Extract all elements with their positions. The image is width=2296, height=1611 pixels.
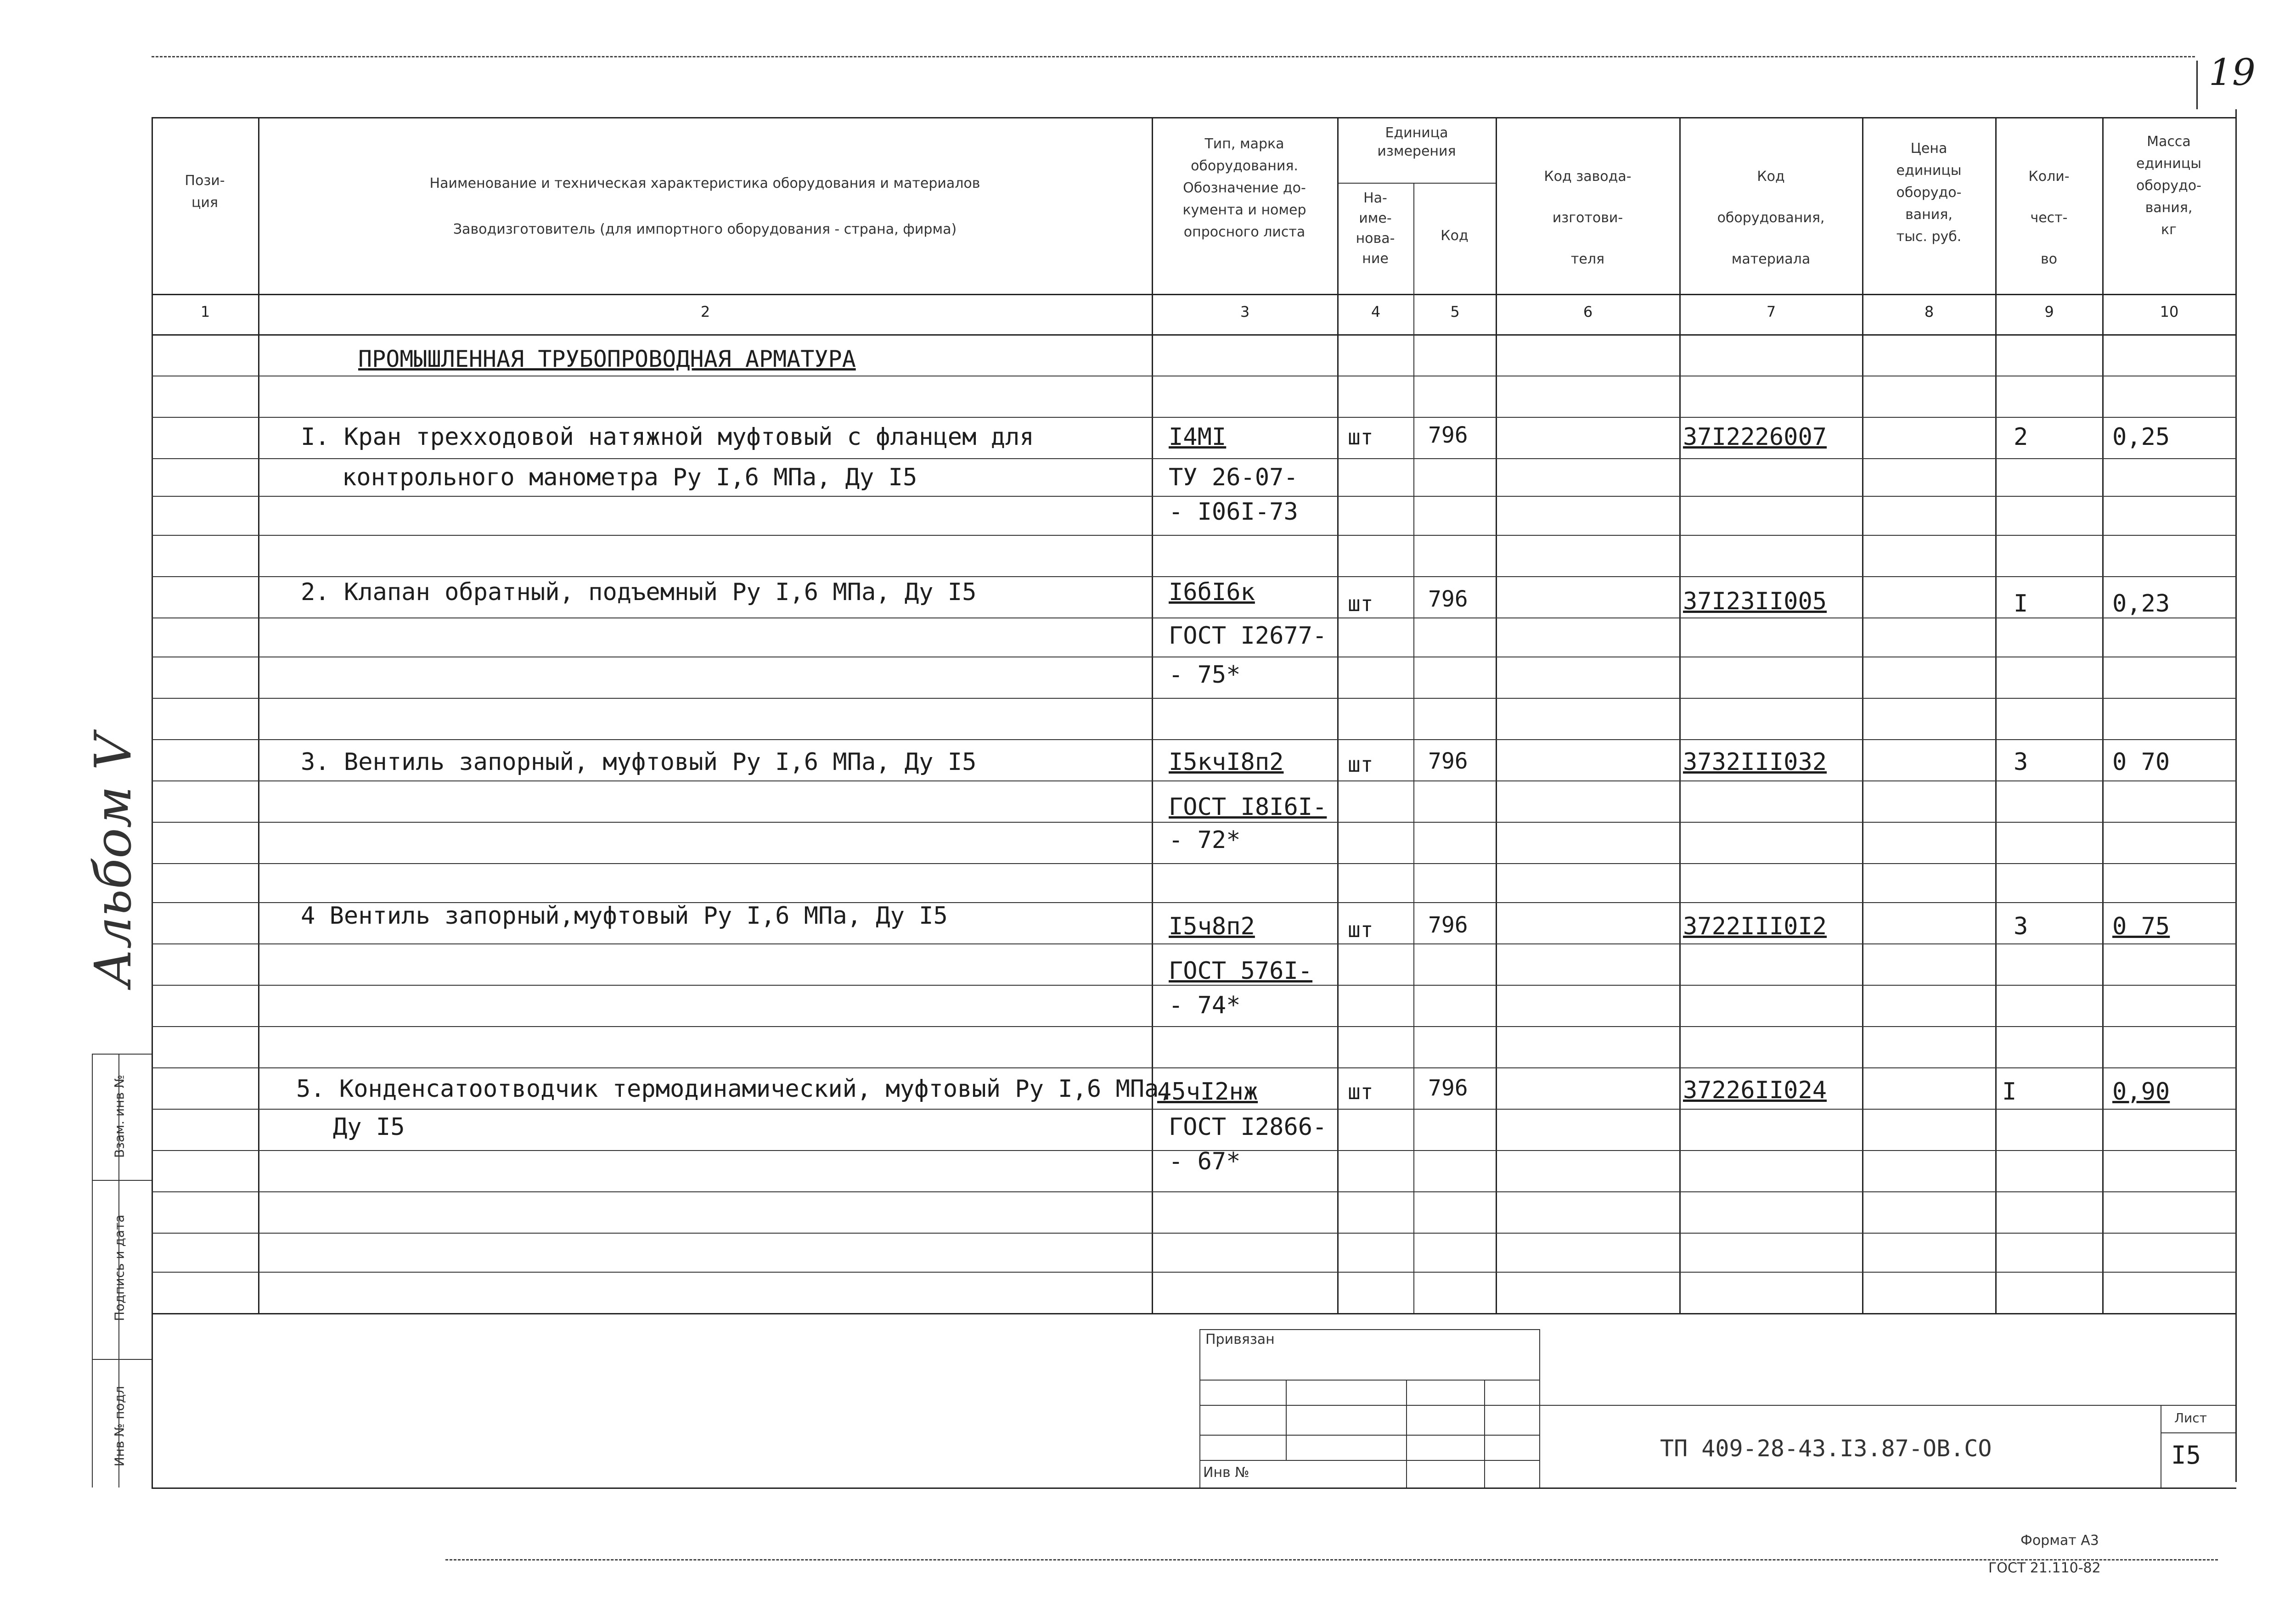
row-line <box>152 943 2236 944</box>
side-block-left <box>92 1054 93 1488</box>
item-3-unit-code: 796 <box>1428 748 1468 774</box>
col-num-5: 5 <box>1450 303 1460 320</box>
item-4-name-line1: 4 Вентиль запорный,муфтовый Ру I,6 МПа, Ду I5 <box>301 902 948 930</box>
header-bottom <box>152 294 2236 295</box>
row-line <box>152 780 2236 781</box>
col-line-3 <box>1337 117 1339 1313</box>
bottom-dash-line <box>445 1559 2218 1560</box>
hdr-mass: Масса единицы оборудо- вания, кг <box>2136 134 2201 238</box>
row-line <box>152 458 2236 459</box>
item-3-type-1: I5кчI8п2 <box>1169 748 1284 776</box>
item-2-type-2: ГОСТ I2677- <box>1169 622 1327 650</box>
row-line <box>152 1026 2236 1027</box>
item-2-equip-code: 37I23II005 <box>1683 588 1827 615</box>
row-line <box>152 535 2236 536</box>
item-5-name-line1: 5. Конденсатоотводчик термодинамический, муфтовый Ру I,6 МПа, <box>296 1075 1173 1103</box>
item-1-mass: 0,25 <box>2112 423 2170 451</box>
top-dash-line <box>152 56 2195 57</box>
item-4-type-2: ГОСТ 576I- <box>1169 957 1313 985</box>
item-2-unit-code: 796 <box>1428 586 1468 612</box>
row-line <box>152 576 2236 577</box>
col-line-6 <box>1679 117 1681 1313</box>
col-line-9 <box>2102 117 2104 1313</box>
stamp-top <box>1199 1329 1539 1330</box>
item-2-unit: шт <box>1348 591 1373 616</box>
item-3-unit: шт <box>1348 752 1373 777</box>
sheet-box-mid <box>2161 1432 2235 1433</box>
item-3-mass: 0 70 <box>2112 748 2170 776</box>
stamp-line <box>1199 1380 1539 1381</box>
item-4-unit-code: 796 <box>1428 912 1468 938</box>
item-5-qty: I <box>2002 1078 2017 1106</box>
item-3-qty: 3 <box>2014 748 2028 776</box>
item-4-equip-code: 3722III0I2 <box>1683 913 1827 940</box>
colnum-bottom <box>152 334 2236 336</box>
hdr-qty: Коли- чест- во <box>2028 168 2070 267</box>
frame-left <box>152 117 153 1488</box>
hdr-name: Наименование и техническая характеристика оборудования и материалов Заводизготовитель (для импортного оборудования - страна, фирма) <box>429 175 980 237</box>
doc-code: ТП 409-28-43.I3.87-ОВ.СО <box>1660 1435 1992 1462</box>
item-2-type-1: I6бI6к <box>1169 578 1255 606</box>
item-1-type-1: I4MI <box>1169 423 1227 451</box>
stamp-line <box>1199 1405 1539 1406</box>
page-num-left <box>2196 61 2198 109</box>
sheet-label: Лист <box>2174 1410 2207 1426</box>
section-title: ПРОМЫШЛЕННАЯ ТРУБОПРОВОДНАЯ АРМАТУРА <box>358 346 856 372</box>
unit-sub-divider <box>1337 183 1496 184</box>
hdr-maker-code: Код завода- изготови- теля <box>1544 168 1632 267</box>
row-line <box>152 1067 2236 1068</box>
stamp-inv-no: Инв № <box>1203 1465 1249 1481</box>
format-label: Формат А3 <box>2020 1532 2099 1549</box>
frame-top <box>152 117 2236 118</box>
col-line-4 <box>1413 183 1414 1313</box>
gost-label: ГОСТ 21.110-82 <box>1988 1560 2101 1576</box>
col-line-7 <box>1862 117 1863 1313</box>
stamp-left <box>1199 1329 1200 1488</box>
side-vzam: Взам. инв № <box>112 1074 127 1158</box>
item-5-mass: 0,90 <box>2112 1078 2170 1106</box>
item-5-unit: шт <box>1348 1079 1373 1104</box>
item-5-name-line2: Ду I5 <box>333 1113 405 1141</box>
row-line <box>152 617 2236 618</box>
sheet-number: I5 <box>2171 1441 2201 1470</box>
title-top <box>1539 1405 2235 1406</box>
col-num-7: 7 <box>1766 303 1776 320</box>
item-5-type-3: - 67* <box>1169 1148 1241 1175</box>
stamp-right <box>1539 1329 1540 1488</box>
col-num-9: 9 <box>2044 303 2054 320</box>
item-1-name-line1: I. Кран трехходовой натяжной муфтовый с фланцем для <box>301 423 1034 451</box>
row-line <box>152 822 2236 823</box>
hdr-unit-group: Единица измерения <box>1377 125 1456 159</box>
item-2-mass: 0,23 <box>2112 590 2170 617</box>
frame-right <box>2235 109 2237 1482</box>
album-label: Альбом V <box>84 733 143 988</box>
side-inv-podl: Инв № подл <box>112 1386 127 1467</box>
col-line-8 <box>1995 117 1997 1313</box>
row-line <box>152 985 2236 986</box>
row-line <box>152 1109 2236 1110</box>
row-line <box>152 417 2236 418</box>
item-3-type-3: - 72* <box>1169 826 1241 854</box>
item-1-equip-code: 37I2226007 <box>1683 423 1827 451</box>
stamp-line <box>1199 1460 1539 1461</box>
row-line <box>152 1191 2236 1192</box>
item-1-unit-code: 796 <box>1428 422 1468 448</box>
item-5-type-2: ГОСТ I2866- <box>1169 1113 1327 1141</box>
item-1-type-2: ТУ 26-07- <box>1169 464 1298 491</box>
col-num-10: 10 <box>2160 303 2179 320</box>
col-num-6: 6 <box>1583 303 1593 320</box>
item-5-unit-code: 796 <box>1428 1075 1468 1101</box>
item-2-type-3: - 75* <box>1169 661 1241 689</box>
item-3-type-2: ГОСТ I8I6I- <box>1169 793 1327 821</box>
hdr-equip-code: Код оборудования, материала <box>1717 168 1825 267</box>
item-5-type-1: 45чI2нж <box>1157 1078 1258 1106</box>
row-line <box>152 739 2236 740</box>
item-1-type-3: - I06I-73 <box>1169 498 1298 526</box>
row-line <box>152 1272 2236 1273</box>
row-line <box>152 698 2236 699</box>
col-num-2: 2 <box>700 303 710 320</box>
stamp-inner-v <box>1484 1380 1485 1488</box>
item-3-equip-code: 3732III032 <box>1683 748 1827 776</box>
item-3-name-line1: 3. Вентиль запорный, муфтовый Ру I,6 МПа, Ду I5 <box>301 748 977 776</box>
hdr-unit-name: На- име- нова- ние <box>1356 190 1395 267</box>
col-num-3: 3 <box>1240 303 1250 320</box>
hdr-type: Тип, марка оборудования. Обозначение до- кумента и номер опросного листа <box>1182 136 1306 240</box>
row-line <box>152 1233 2236 1234</box>
item-4-type-3: - 74* <box>1169 992 1241 1019</box>
hdr-unit-code: Код <box>1441 228 1469 244</box>
item-2-name-line1: 2. Клапан обратный, подъемный Ру I,6 МПа, Ду I5 <box>301 578 977 606</box>
col-num-8: 8 <box>1924 303 1934 320</box>
stamp-line <box>1199 1435 1539 1436</box>
item-4-type-1: I5ч8п2 <box>1169 913 1255 940</box>
stamp-inner-v <box>1406 1380 1407 1488</box>
item-1-qty: 2 <box>2014 423 2028 451</box>
hdr-pos: Пози- ция <box>185 173 225 211</box>
stamp-inner-v <box>1286 1380 1287 1460</box>
item-1-unit: шт <box>1348 425 1373 449</box>
item-4-mass: 0 75 <box>2112 913 2170 940</box>
hdr-price: Цена единицы оборудо- вания, тыс. руб. <box>1896 140 1962 245</box>
col-line-5 <box>1496 117 1497 1313</box>
item-5-equip-code: 37226II024 <box>1683 1077 1827 1104</box>
row-line <box>152 863 2236 864</box>
stamp-privyazan: Привязан <box>1205 1331 1275 1347</box>
table-bottom <box>152 1313 2236 1314</box>
item-4-qty: 3 <box>2014 913 2028 940</box>
item-2-qty: I <box>2014 590 2028 617</box>
row-line <box>152 496 2236 497</box>
col-num-1: 1 <box>200 303 210 320</box>
col-line-2 <box>1152 117 1153 1313</box>
side-podpis: Подпись и дата <box>112 1214 127 1321</box>
page-number: 19 <box>2209 51 2256 94</box>
col-num-4: 4 <box>1371 303 1381 320</box>
frame-bottom <box>152 1488 2236 1489</box>
item-1-name-line2: контрольного манометра Ру I,6 МПа, Ду I5 <box>342 464 917 491</box>
col-line-1 <box>258 117 259 1313</box>
item-4-unit: шт <box>1348 917 1373 942</box>
